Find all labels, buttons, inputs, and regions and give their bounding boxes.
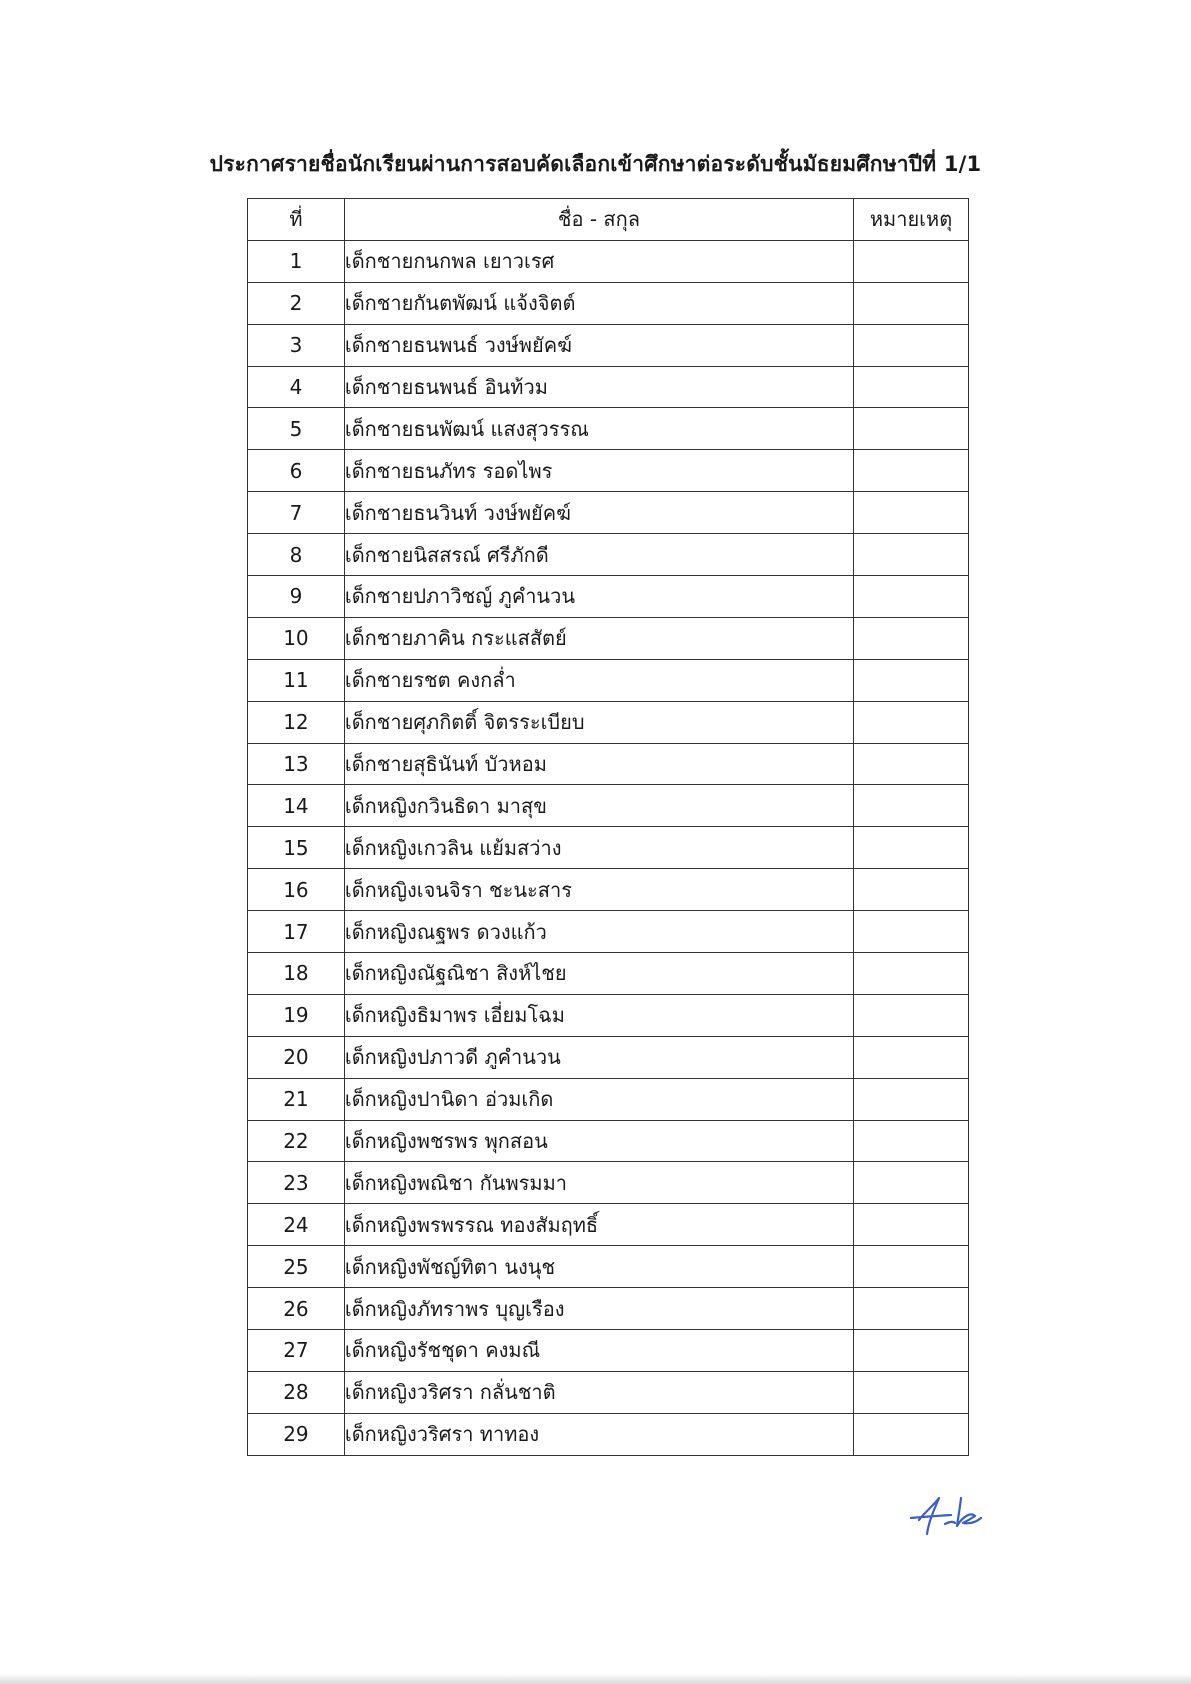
row-number-cell: 29 bbox=[248, 1413, 345, 1455]
remark-cell bbox=[854, 1371, 969, 1413]
remark-cell bbox=[854, 659, 969, 701]
remark-cell bbox=[854, 1330, 969, 1372]
row-number-cell: 20 bbox=[248, 1036, 345, 1078]
row-number-cell: 14 bbox=[248, 785, 345, 827]
table-row bbox=[248, 1120, 969, 1162]
row-number-cell: 6 bbox=[248, 450, 345, 492]
column-header-name: ชื่อ - สกุล bbox=[344, 199, 853, 241]
table-row bbox=[248, 743, 969, 785]
row-number-cell: 27 bbox=[248, 1330, 345, 1372]
row-number-cell: 2 bbox=[248, 282, 345, 324]
student-name-cell: เด็กหญิงธิมาพร เอี่ยมโฉม bbox=[344, 994, 853, 1036]
remark-cell bbox=[854, 408, 969, 450]
table-row bbox=[248, 492, 969, 534]
remark-cell bbox=[854, 1204, 969, 1246]
row-number-cell: 4 bbox=[248, 366, 345, 408]
row-number-cell: 17 bbox=[248, 911, 345, 953]
student-name-cell: เด็กชายธนพนธ์ อินท้วม bbox=[344, 366, 853, 408]
remark-cell bbox=[854, 827, 969, 869]
remark-cell bbox=[854, 1078, 969, 1120]
table-row bbox=[248, 1413, 969, 1455]
table-row bbox=[248, 1036, 969, 1078]
row-number-cell: 22 bbox=[248, 1120, 345, 1162]
remark-cell bbox=[854, 450, 969, 492]
table-row bbox=[248, 953, 969, 995]
table-row bbox=[248, 617, 969, 659]
page-title: ประกาศรายชื่อนักเรียนผ่านการสอบคัดเลือกเข้าศึกษาต่อระดับชั้นมัธยมศึกษาปีที่ 1/1 bbox=[209, 152, 982, 176]
student-name-cell: เด็กหญิงปานิดา อ่วมเกิด bbox=[344, 1078, 853, 1120]
student-name-cell: เด็กหญิงปภาวดี ภูคำนวน bbox=[344, 1036, 853, 1078]
student-name-cell: เด็กชายธนภัทร รอดไพร bbox=[344, 450, 853, 492]
row-number-cell: 5 bbox=[248, 408, 345, 450]
remark-cell bbox=[854, 324, 969, 366]
remark-cell bbox=[854, 576, 969, 618]
row-number-cell: 1 bbox=[248, 240, 345, 282]
row-number-cell: 18 bbox=[248, 953, 345, 995]
remark-cell bbox=[854, 617, 969, 659]
table-row bbox=[248, 576, 969, 618]
row-number-cell: 24 bbox=[248, 1204, 345, 1246]
row-number-cell: 19 bbox=[248, 994, 345, 1036]
student-name-cell: เด็กชายนิสสรณ์ ศรีภักดี bbox=[344, 534, 853, 576]
row-number-cell: 16 bbox=[248, 869, 345, 911]
table-row bbox=[248, 911, 969, 953]
table-row bbox=[248, 1162, 969, 1204]
student-name-cell: เด็กหญิงพัชญ์ทิตา นงนุช bbox=[344, 1246, 853, 1288]
student-name-cell: เด็กหญิงพรพรรณ ทองสัมฤทธิ์ bbox=[344, 1204, 853, 1246]
remark-cell bbox=[854, 953, 969, 995]
table-header-row bbox=[248, 199, 969, 241]
remark-cell bbox=[854, 492, 969, 534]
scan-bottom-edge bbox=[0, 1674, 1191, 1684]
table-row bbox=[248, 366, 969, 408]
student-name-cell: เด็กชายธนพัฒน์ แสงสุวรรณ bbox=[344, 408, 853, 450]
student-name-cell: เด็กชายธนวินท์ วงษ์พยัคฆ์ bbox=[344, 492, 853, 534]
remark-cell bbox=[854, 366, 969, 408]
table-row bbox=[248, 659, 969, 701]
row-number-cell: 3 bbox=[248, 324, 345, 366]
row-number-cell: 23 bbox=[248, 1162, 345, 1204]
table-row bbox=[248, 1078, 969, 1120]
table-row bbox=[248, 534, 969, 576]
remark-cell bbox=[854, 1036, 969, 1078]
student-name-cell: เด็กหญิงภัทราพร บุญเรือง bbox=[344, 1288, 853, 1330]
row-number-cell: 9 bbox=[248, 576, 345, 618]
remark-cell bbox=[854, 240, 969, 282]
table-row bbox=[248, 827, 969, 869]
student-name-cell: เด็กหญิงเกวลิน แย้มสว่าง bbox=[344, 827, 853, 869]
student-name-cell: เด็กชายภาคิน กระแสสัตย์ bbox=[344, 617, 853, 659]
student-name-cell: เด็กชายธนพนธ์ วงษ์พยัคฆ์ bbox=[344, 324, 853, 366]
student-name-cell: เด็กชายกนกพล เยาวเรศ bbox=[344, 240, 853, 282]
student-name-cell: เด็กหญิงกวินธิดา มาสุข bbox=[344, 785, 853, 827]
table-row bbox=[248, 282, 969, 324]
remark-cell bbox=[854, 743, 969, 785]
student-name-cell: เด็กหญิงรัชชุดา คงมณี bbox=[344, 1330, 853, 1372]
student-name-cell: เด็กหญิงพชรพร พุกสอน bbox=[344, 1120, 853, 1162]
student-name-cell: เด็กชายปภาวิชญ์ ภูคำนวน bbox=[344, 576, 853, 618]
row-number-cell: 25 bbox=[248, 1246, 345, 1288]
table-row bbox=[248, 1246, 969, 1288]
remark-cell bbox=[854, 994, 969, 1036]
table-row bbox=[248, 240, 969, 282]
student-name-cell: เด็กชายศุภกิตติ์ จิตรระเบียบ bbox=[344, 701, 853, 743]
row-number-cell: 28 bbox=[248, 1371, 345, 1413]
student-name-cell: เด็กชายรชต คงกล่ำ bbox=[344, 659, 853, 701]
row-number-cell: 7 bbox=[248, 492, 345, 534]
table-row bbox=[248, 1371, 969, 1413]
student-name-cell: เด็กชายกันตพัฒน์ แจ้งจิตต์ bbox=[344, 282, 853, 324]
student-list-table bbox=[247, 198, 969, 1456]
row-number-cell: 21 bbox=[248, 1078, 345, 1120]
table-row bbox=[248, 869, 969, 911]
student-name-cell: เด็กหญิงณัฐณิชา สิงห์ไชย bbox=[344, 953, 853, 995]
handwritten-signature bbox=[905, 1490, 985, 1540]
column-header-no: ที่ bbox=[248, 199, 345, 241]
student-name-cell: เด็กชายสุธินันท์ บัวหอม bbox=[344, 743, 853, 785]
column-header-note: หมายเหตุ bbox=[854, 199, 969, 241]
remark-cell bbox=[854, 1413, 969, 1455]
student-name-cell: เด็กหญิงณฐพร ดวงแก้ว bbox=[344, 911, 853, 953]
remark-cell bbox=[854, 869, 969, 911]
row-number-cell: 11 bbox=[248, 659, 345, 701]
row-number-cell: 8 bbox=[248, 534, 345, 576]
remark-cell bbox=[854, 282, 969, 324]
remark-cell bbox=[854, 785, 969, 827]
table-row bbox=[248, 1330, 969, 1372]
table-row bbox=[248, 701, 969, 743]
remark-cell bbox=[854, 534, 969, 576]
student-name-cell: เด็กหญิงพณิชา กันพรมมา bbox=[344, 1162, 853, 1204]
table-body bbox=[248, 240, 969, 1455]
row-number-cell: 15 bbox=[248, 827, 345, 869]
row-number-cell: 10 bbox=[248, 617, 345, 659]
table-row bbox=[248, 1288, 969, 1330]
table-row bbox=[248, 408, 969, 450]
student-name-cell: เด็กหญิงวริศรา ทาทอง bbox=[344, 1413, 853, 1455]
student-name-cell: เด็กหญิงวริศรา กลั่นชาติ bbox=[344, 1371, 853, 1413]
remark-cell bbox=[854, 1246, 969, 1288]
remark-cell bbox=[854, 1288, 969, 1330]
table-row bbox=[248, 785, 969, 827]
row-number-cell: 26 bbox=[248, 1288, 345, 1330]
student-name-cell: เด็กหญิงเจนจิรา ชะนะสาร bbox=[344, 869, 853, 911]
remark-cell bbox=[854, 911, 969, 953]
remark-cell bbox=[854, 1162, 969, 1204]
table-row bbox=[248, 1204, 969, 1246]
table-row bbox=[248, 994, 969, 1036]
row-number-cell: 13 bbox=[248, 743, 345, 785]
table-row bbox=[248, 450, 969, 492]
remark-cell bbox=[854, 1120, 969, 1162]
row-number-cell: 12 bbox=[248, 701, 345, 743]
table-row bbox=[248, 324, 969, 366]
remark-cell bbox=[854, 701, 969, 743]
